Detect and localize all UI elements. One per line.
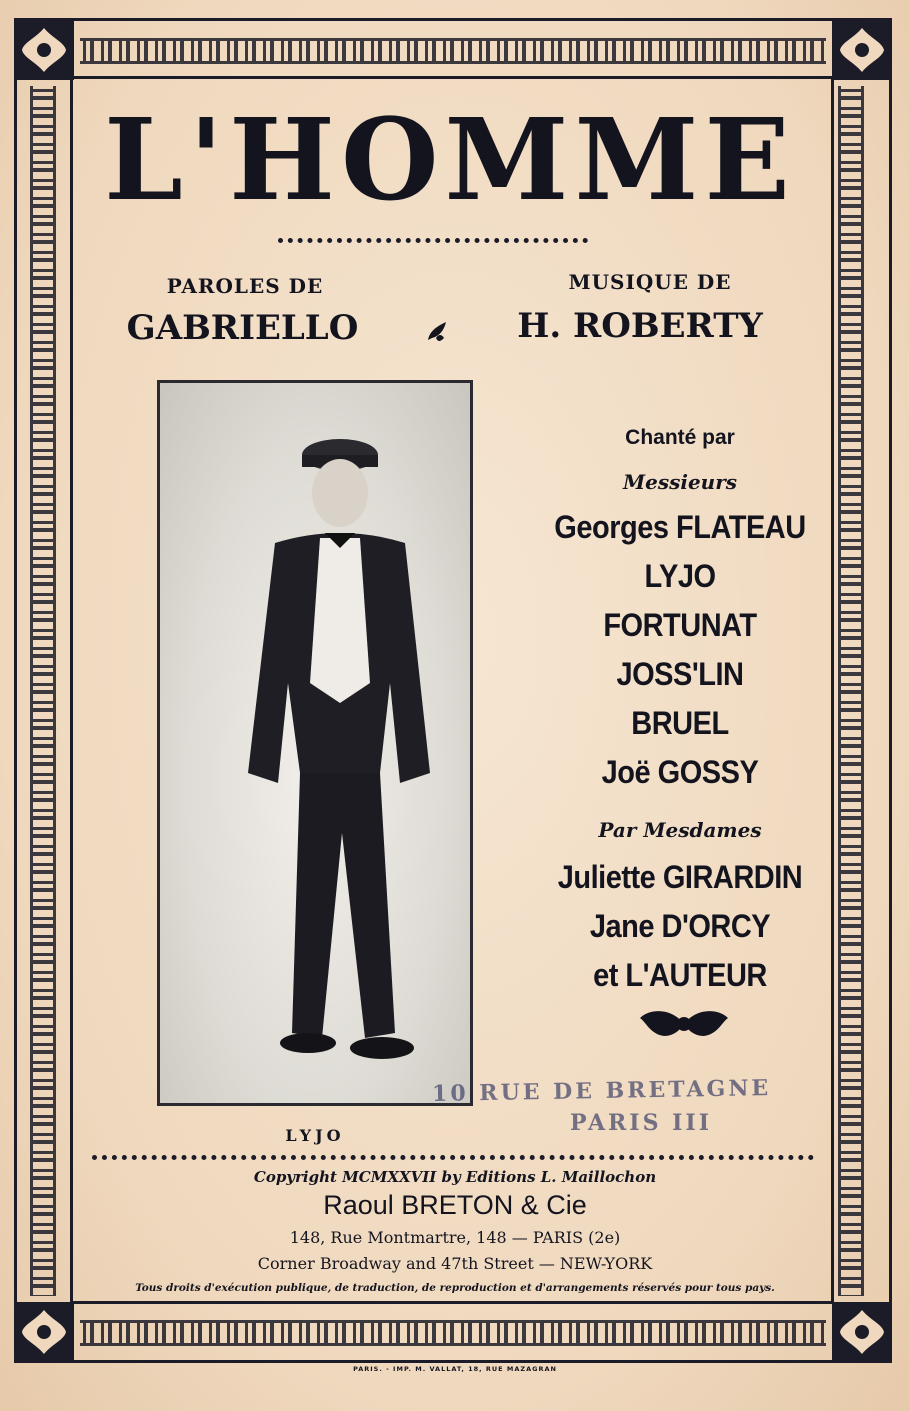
greek-key-border-right <box>838 86 864 1296</box>
address-stamp-line1: 10 RUE DE BRETAGNE <box>431 1075 772 1107</box>
paris-address: 148, Rue Montmartre, 148 — PARIS (2e) <box>289 1228 621 1247</box>
corner-ornament-icon <box>12 18 76 82</box>
composer-name: H. ROBERTY <box>517 306 763 346</box>
singer-name: Juliette GIRARDIN <box>557 860 803 896</box>
photo-caption: LYJO <box>285 1126 345 1145</box>
singer-name: BRUEL <box>631 706 729 742</box>
singer-name: et L'AUTEUR <box>593 958 767 994</box>
publisher-name: Raoul BRETON & Cie <box>323 1190 587 1220</box>
printer-imprint: PARIS. - IMP. M. VALLAT, 18, RUE MAZAGRAN <box>353 1365 557 1373</box>
lyrics-label: PAROLES DE <box>166 274 324 298</box>
greek-key-border-bottom <box>80 1320 826 1346</box>
singer-name: Joë GOSSY <box>601 755 759 791</box>
men-label: Messieurs <box>622 470 738 494</box>
corner-ornament-icon <box>12 1300 76 1364</box>
rights-notice: Tous droits d'exécution publique, de traduction, de reproduction et d'arrangements réservés pour tous pays. <box>135 1282 775 1294</box>
greek-key-border-top <box>80 38 826 64</box>
address-stamp-line2: PARIS III <box>570 1110 713 1136</box>
title-divider <box>278 238 588 243</box>
greek-key-border-left <box>30 86 56 1296</box>
music-label: MUSIQUE DE <box>568 270 732 294</box>
corner-ornament-icon <box>830 1300 894 1364</box>
singer-name: Georges FLATEAU <box>554 510 806 546</box>
singer-name: Jane D'ORCY <box>589 909 771 945</box>
singer-name: FORTUNAT <box>603 608 757 644</box>
performer-figure-illustration <box>160 383 470 1103</box>
performer-photo <box>157 380 473 1106</box>
sung-by-heading: Chanté par <box>625 426 735 449</box>
bow-ornament-icon <box>636 1004 732 1044</box>
copyright-line: Copyright MCMXXVII by Editions L. Maillochon <box>253 1168 657 1186</box>
new-york-address: Corner Broadway and 47th Street — NEW-YORK <box>257 1254 653 1273</box>
lyricist-name: GABRIELLO <box>126 308 359 348</box>
singer-name: JOSS'LIN <box>616 657 744 693</box>
page-title: L'HOMME <box>104 95 796 226</box>
footer-divider <box>92 1155 814 1160</box>
corner-ornament-icon <box>830 18 894 82</box>
fleuron-icon <box>422 316 452 346</box>
women-label: Par Mesdames <box>598 818 762 842</box>
singer-name: LYJO <box>644 559 716 595</box>
